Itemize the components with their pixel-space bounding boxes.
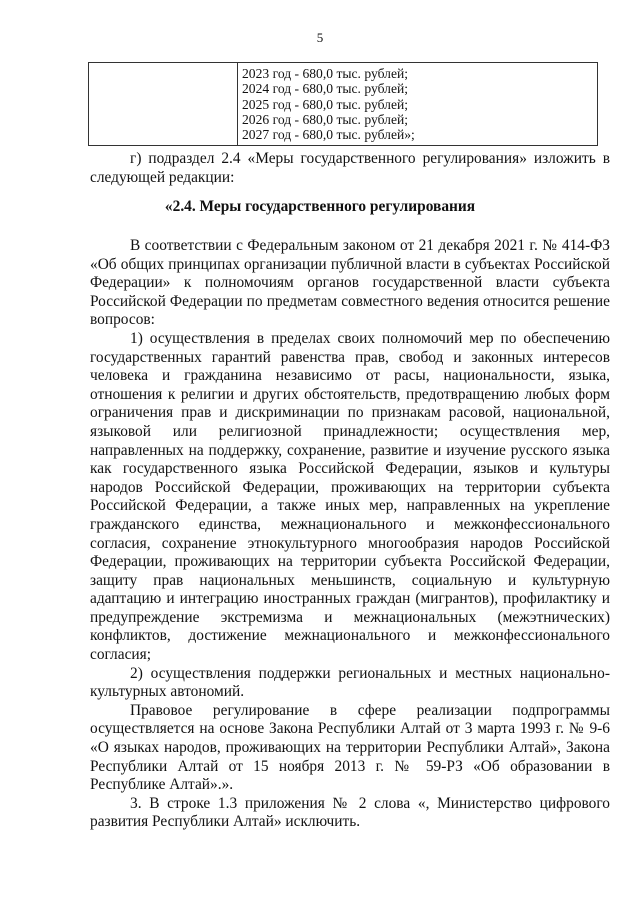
paragraph: 1) осуществления в пределах своих полномочий мер по обеспечению государственных гарантий равенства прав, свобод и законных интересов человека и гражданина независимо от расы, национальности, языка, отношения к религии и других обстоятельств, предотвращению любых форм ограничения прав и дискриминации по признакам расовой, национальной, языковой или религиозной принадлежности; осуществления мер, направленных на поддержку, сохранение, развитие и изучение русского языка как государственного языка Российской Федерации, языков и культуры народов Российской Федерации, проживающих на территории субъекта Российской Федерации, а также иных мер, направленных на укрепление гражданского единства, межнационального и межконфессионального согласия, сохранение этнокультурного многообразия народов Российской Федерации, проживающих на территории субъекта Российской Федерации, защиту прав национальных меньшинств, социальную и культурную адаптацию и интеграцию иностранных граждан (мигрантов), профилактику и предупреждение экстремизма и межнациональных (межэтнических) конфликтов, достижение межнационального и межконфессионального согласия; (90, 329, 610, 664)
paragraph: Правовое регулирование в сфере реализации подпрограммы осуществляется на основе Закона Республики Алтай от 3 марта 1993 г. № 9-6 «О языках народов, проживающих на территории Республики Алтай», Закона Республики Алтай от 15 ноября 2013 г. № 59-РЗ «Об образовании в Республике Алтай».». (90, 701, 610, 794)
intro-block (90, 150, 610, 187)
page-number: 5 (316, 30, 324, 45)
intro-paragraph: г) подраздел 2.4 «Меры государственного регулирования» изложить в следующей редакции: (90, 150, 610, 186)
paragraph: В соответствии с Федеральным законом от 21 декабря 2021 г. № 414-ФЗ «Об общих принципах организации публичной власти в субъектах Российской Федерации» к полномочиям органов государственной власти субъекта Российской Федерации по предметам совместного ведения относится решение вопросов: (90, 237, 610, 329)
table-values-cell (238, 63, 597, 145)
paragraph: 3. В строке 1.3 приложения № 2 слова «, Министерство цифрового развития Республики Алтай» исключить. (90, 794, 610, 831)
paragraph: 2) осуществления поддержки региональных и местных национально-культурных автономий. (90, 664, 610, 701)
table-row: 2026 год - 680,0 тыс. рублей; (242, 111, 409, 127)
table-row: 2024 год - 680,0 тыс. рублей; (242, 81, 409, 97)
section-heading: «2.4. Меры государственного регулирования (164, 198, 476, 215)
table-row: 2023 год - 680,0 тыс. рублей; (242, 66, 409, 81)
table-row: 2025 год - 680,0 тыс. рублей; (242, 96, 409, 112)
table-row: 2027 год - 680,0 тыс. рублей»; (242, 127, 415, 143)
main-text (90, 237, 610, 832)
funding-table (88, 62, 598, 146)
table-empty-cell (89, 63, 238, 145)
